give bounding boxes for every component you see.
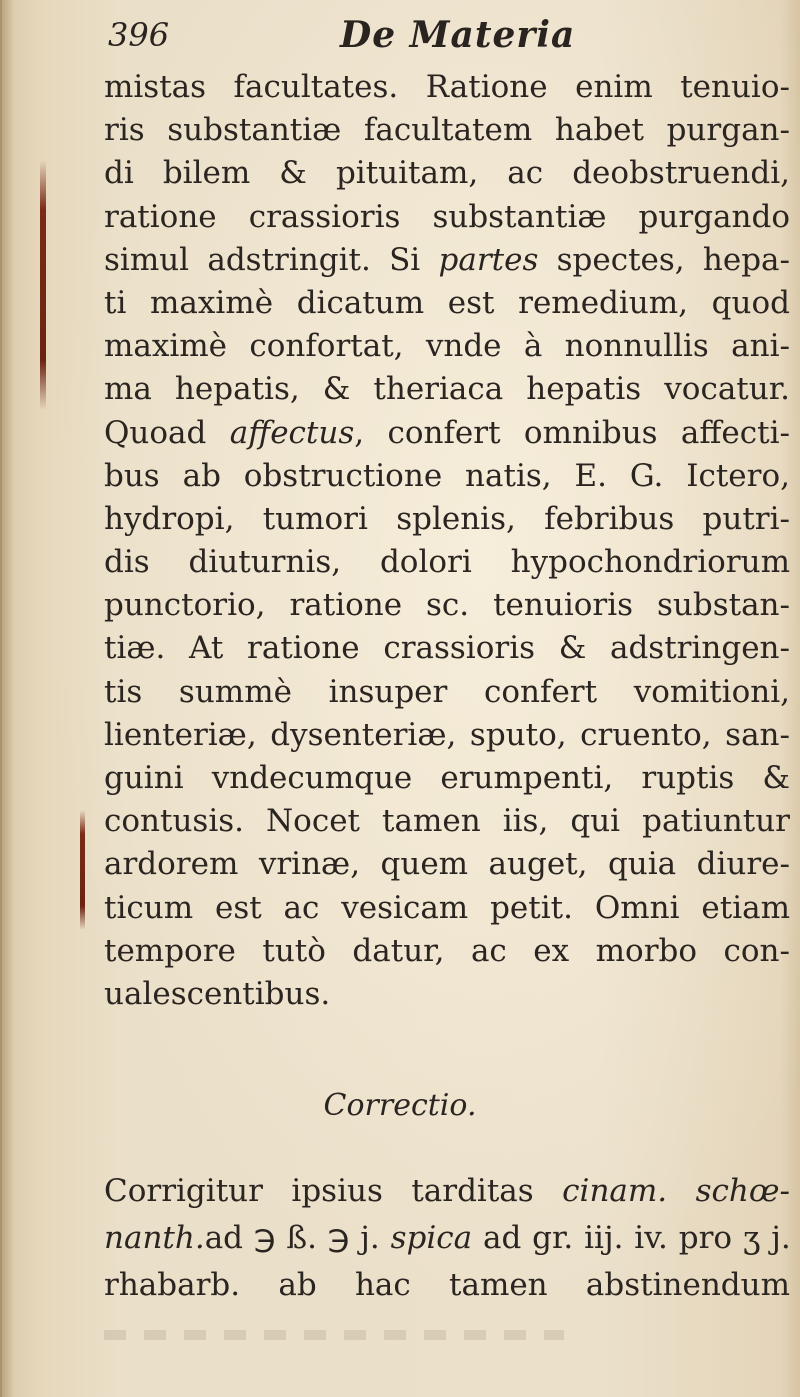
italic-term: spica bbox=[390, 1220, 473, 1256]
text-line: ardorem vrinæ, quem auget, quia diure- bbox=[104, 846, 790, 883]
text-line: punctorio, ratione sc. tenuioris substan- bbox=[104, 587, 790, 624]
text-line: maximè confortat, vnde à nonnullis ani- bbox=[104, 328, 790, 365]
text-line: ma hepatis, & theriaca hepatis vocatur. bbox=[104, 371, 790, 408]
text-line: dis diuturnis, dolori hypochondriorum bbox=[104, 544, 790, 581]
page-number: 396 bbox=[108, 16, 170, 54]
text-segment: Quoad bbox=[104, 414, 207, 451]
text-line: contusis. Nocet tamen iis, qui patiuntur bbox=[104, 803, 790, 840]
text-segment: , confert omnibus affecti- bbox=[354, 414, 790, 451]
text-line: ticum est ac vesicam petit. Omni etiam bbox=[104, 889, 790, 926]
text-line: rhabarb. ab hac tamen abstinendum bbox=[104, 1267, 790, 1303]
text-segment: ad ℈ ß. ℈ j. bbox=[204, 1220, 391, 1256]
text-line: guini vndecumque erumpenti, ruptis & bbox=[104, 760, 790, 796]
text-line: mistas facultates. Ratione enim tenuio- bbox=[104, 69, 790, 105]
text-line bbox=[104, 412, 790, 455]
spine-shadow bbox=[0, 0, 14, 1397]
italic-term: cinam. schœ- bbox=[562, 1173, 790, 1209]
margin-ink-mark bbox=[80, 810, 85, 930]
text-segment: Corrigitur ipsius tarditas bbox=[104, 1173, 563, 1209]
main-text bbox=[104, 66, 790, 1016]
text-line bbox=[104, 1215, 790, 1262]
text-line: tiæ. At ratione crassioris & adstringen- bbox=[104, 630, 790, 667]
text-line: ris substantiæ facultatem habet purgan- bbox=[104, 112, 790, 149]
correctio-text bbox=[104, 1168, 790, 1309]
text-line bbox=[104, 1168, 790, 1215]
text-line: ualescentibus. bbox=[104, 975, 331, 1012]
text-line: tempore tutò datur, ac ex morbo con- bbox=[104, 932, 790, 969]
italic-term: partes bbox=[438, 241, 539, 278]
section-heading: Correctio. bbox=[323, 1088, 477, 1123]
text-segment: ad gr. iij. iv. pro ʒ j. bbox=[472, 1220, 791, 1256]
bleed-through-marks bbox=[104, 1330, 564, 1340]
text-line: tis summè insuper confert vomitioni, bbox=[104, 673, 790, 710]
text-line bbox=[104, 239, 790, 282]
page-edge bbox=[0, 0, 2, 1397]
text-line: bus ab obstructione natis, E. G. Ictero, bbox=[104, 457, 790, 494]
italic-term: nanth. bbox=[104, 1220, 205, 1256]
running-head: De Materia bbox=[340, 14, 576, 56]
text-segment: simul adstringit. Si bbox=[104, 241, 421, 278]
text-line: di bilem & pituitam, ac deobstruendi, bbox=[104, 155, 790, 192]
text-line: hydropi, tumori splenis, febribus putri- bbox=[104, 500, 790, 537]
text-line: ti maximè dicatum est remedium, quod bbox=[104, 284, 790, 321]
text-line: lienteriæ, dysenteriæ, sputo, cruento, san- bbox=[104, 716, 790, 753]
margin-ink-mark bbox=[40, 160, 46, 410]
text-line: ratione crassioris substantiæ purgando bbox=[104, 198, 790, 235]
page-header bbox=[108, 14, 608, 62]
italic-term: affectus bbox=[229, 414, 355, 451]
text-segment: spectes, hepa- bbox=[538, 241, 791, 278]
